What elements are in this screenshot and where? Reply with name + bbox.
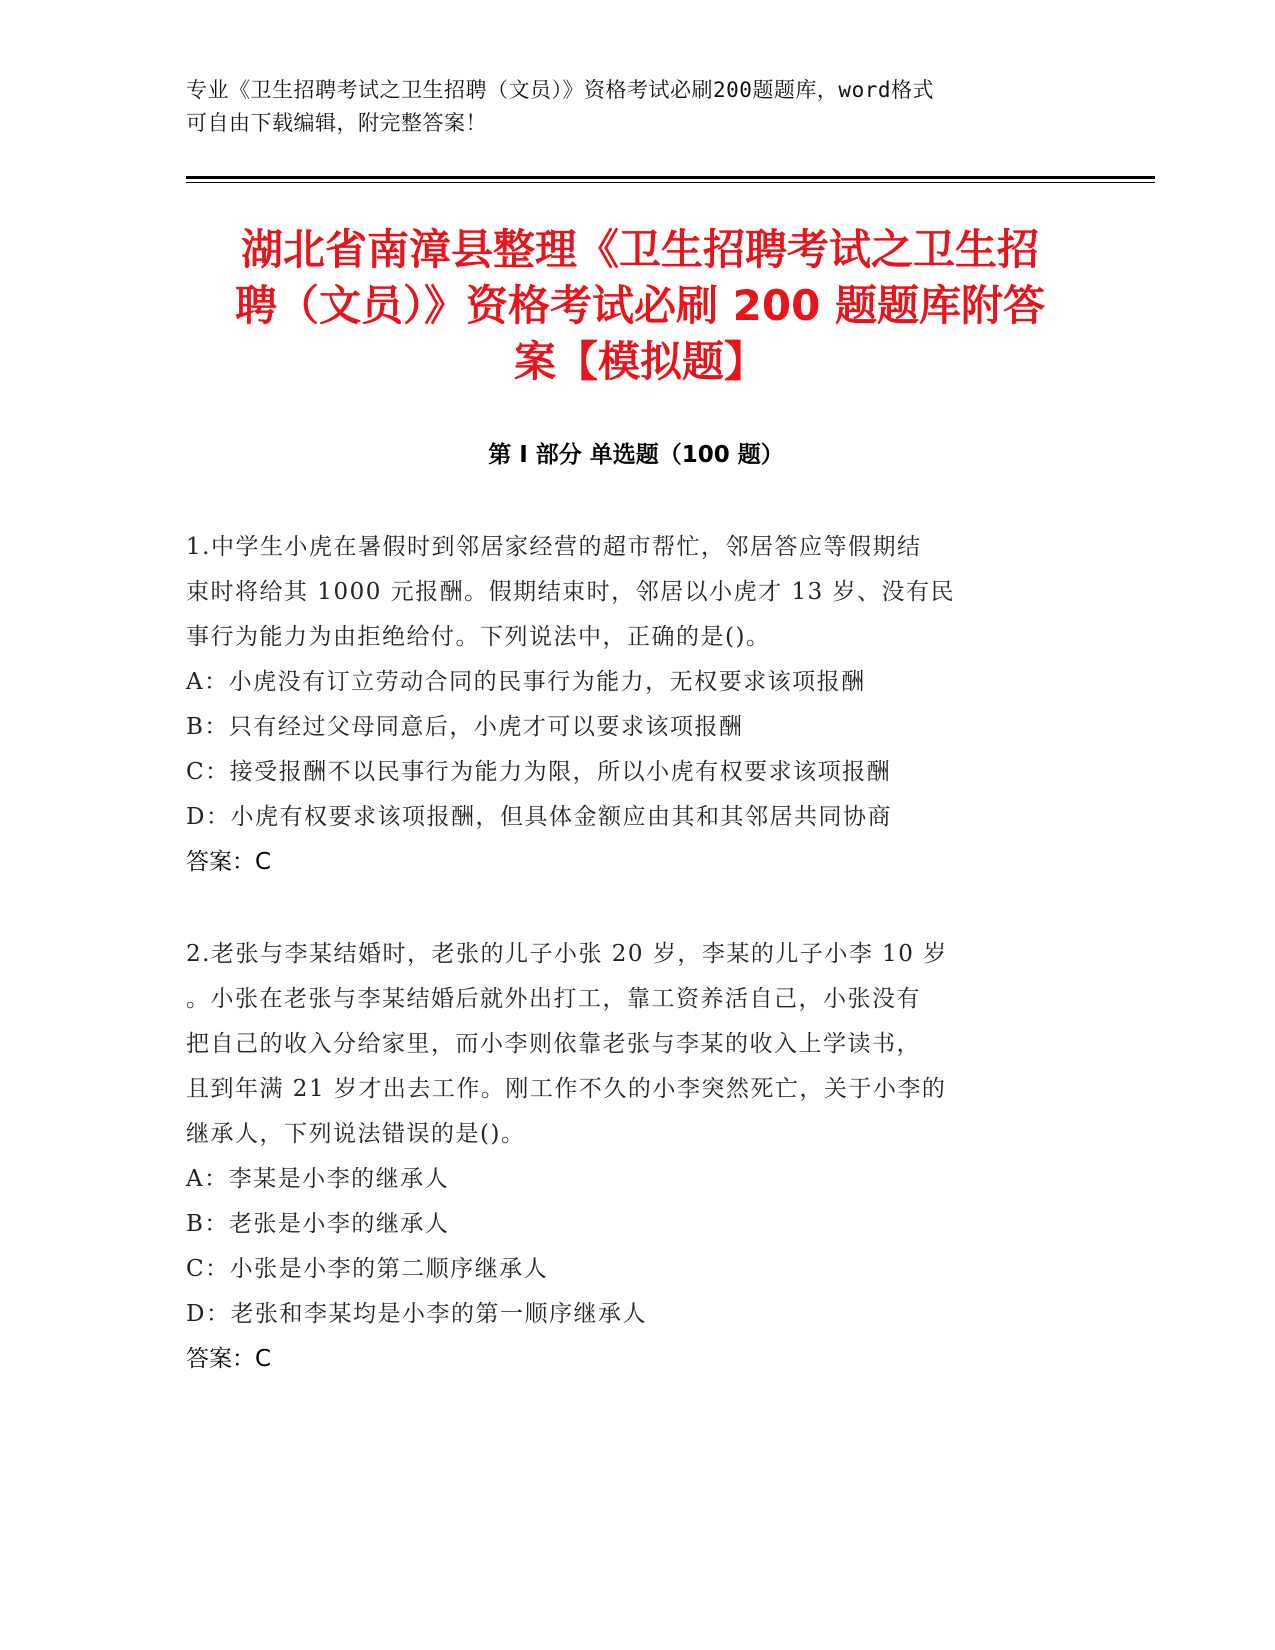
option-b: B：只有经过父母同意后，小虎才可以要求该项报酬: [186, 714, 744, 740]
question-stem-line: 把自己的收入分给家里，而小李则依靠老张与李某的收入上学读书，: [186, 1031, 921, 1057]
question-stem-line: 且到年满 21 岁才出去工作。刚工作不久的小李突然死亡，关于小李的: [186, 1076, 947, 1102]
title-line: 案【模拟题】: [513, 337, 766, 386]
question-item: [186, 525, 1086, 885]
question-stem-line: 1.中学生小虎在暑假时到邻居家经营的超市帮忙，邻居答应等假期结: [186, 534, 922, 560]
header-note-line: 专业《卫生招聘考试之卫生招聘（文员）》资格考试必刷200题题库，word格式: [186, 78, 934, 102]
section-title: 第 I 部分 单选题（100 题）: [488, 442, 784, 468]
question-item: [186, 932, 1086, 1382]
option-c: C：小张是小李的第二顺序继承人: [186, 1256, 549, 1282]
option-a: A：小虎没有订立劳动合同的民事行为能力，无权要求该项报酬: [186, 669, 866, 695]
option-b: B：老张是小李的继承人: [186, 1211, 450, 1237]
question-stem-line: 束时将给其 1000 元报酬。假期结束时，邻居以小虎才 13 岁、没有民: [186, 579, 956, 605]
document-title: [180, 222, 1100, 390]
question-stem-line: 事行为能力为由拒绝给付。下列说法中，正确的是()。: [186, 624, 771, 650]
option-c: C：接受报酬不以民事行为能力为限，所以小虎有权要求该项报酬: [186, 759, 892, 785]
option-a: A：李某是小李的继承人: [186, 1166, 450, 1192]
header-divider-thick: [186, 176, 1155, 179]
option-d: D：老张和李某均是小李的第一顺序继承人: [186, 1301, 647, 1327]
answer-label: 答案：C: [186, 849, 272, 875]
header-note: [186, 74, 1066, 140]
header-divider-thin: [186, 182, 1155, 183]
option-d: D：小虎有权要求该项报酬，但具体金额应由其和其邻居共同协商: [186, 804, 892, 830]
title-line: 聘（文员）》资格考试必刷 200 题题库附答: [235, 281, 1045, 330]
question-stem-line: 。小张在老张与李某结婚后就外出打工，靠工资养活自己，小张没有: [186, 986, 921, 1012]
header-note-line: 可自由下载编辑，附完整答案！: [186, 111, 487, 135]
answer-label: 答案：C: [186, 1346, 272, 1372]
question-stem-line: 继承人，下列说法错误的是()。: [186, 1121, 526, 1147]
question-stem-line: 2.老张与李某结婚时，老张的儿子小张 20 岁，李某的儿子小李 10 岁: [186, 941, 948, 967]
title-line: 湖北省南漳县整理《卫生招聘考试之卫生招: [240, 225, 1039, 274]
